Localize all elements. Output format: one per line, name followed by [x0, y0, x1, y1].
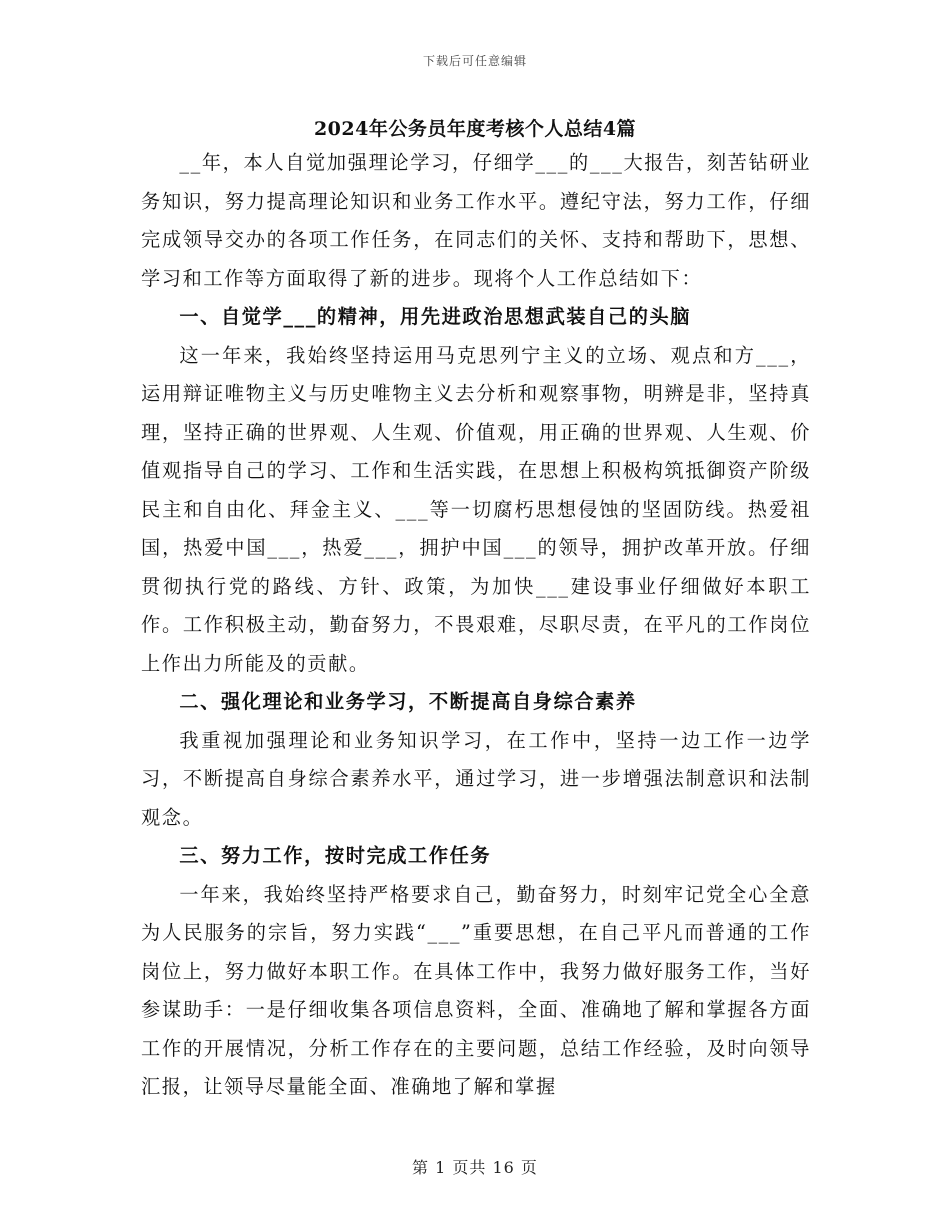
- document-title: 2024年公务员年度考核个人总结4篇: [313, 118, 637, 140]
- paragraph-section-1: 这一年来，我始终坚持运用马克思列宁主义的立场、观点和方___，运用辩证唯物主义与历史唯物主义去分析和观察事物，明辨是非，坚持真理，坚持正确的世界观、人生观、价值观，用正确的世界观、人生观、价值观指导自己的学习、工作和生活实践，在思想上积极构筑抵御资产阶级民主和自由化、拜金主义、___等一切腐朽思想侵蚀的坚固防线。热爱祖国，热爱中国___，热爱___，拥护中国___的领导，拥护改革开放。仔细贯彻执行党的路线、方针、政策，为加快___建设事业仔细做好本职工作。工作积极主动，勤奋努力，不畏艰难，尽职尽责，在平凡的工作岗位上作出力所能及的贡献。: [141, 343, 811, 675]
- paragraph-section-3: 一年来，我始终坚持严格要求自己，勤奋努力，时刻牢记党全心全意为人民服务的宗旨，努力实践“___”重要思想，在自己平凡而普通的工作岗位上，努力做好本职工作。在具体工作中，我努力做好服务工作，当好参谋助手：一是仔细收集各项信息资料，全面、准确地了解和掌握各方面工作的开展情况，分析工作存在的主要问题，总结工作经验，及时向领导汇报，让领导尽量能全面、准确地了解和掌握: [141, 882, 811, 1098]
- section-heading-1: 一、自觉学___的精神，用先进政治思想武装自己的头脑: [179, 305, 692, 328]
- document-body: [141, 144, 811, 1107]
- section-heading-2: 二、强化理论和业务学习，不断提高自身综合素养: [179, 690, 637, 713]
- section-heading-3: 三、努力工作，按时完成工作任务: [179, 844, 492, 867]
- page-header: 下载后可任意编辑: [422, 54, 527, 68]
- page-footer: 第 1 页共 16 页: [412, 1158, 538, 1177]
- paragraph-section-2: 我重视加强理论和业务知识学习，在工作中，坚持一边工作一边学习，不断提高自身综合素养水平，通过学习，进一步增强法制意识和法制观念。: [141, 728, 811, 829]
- paragraph-intro: __年，本人自觉加强理论学习，仔细学___的___大报告，刻苦钻研业务知识，努力提高理论知识和业务工作水平。遵纪守法，努力工作，仔细完成领导交办的各项工作任务，在同志们的关怀、支持和帮助下，思想、学习和工作等方面取得了新的进步。现将个人工作总结如下：: [141, 151, 811, 290]
